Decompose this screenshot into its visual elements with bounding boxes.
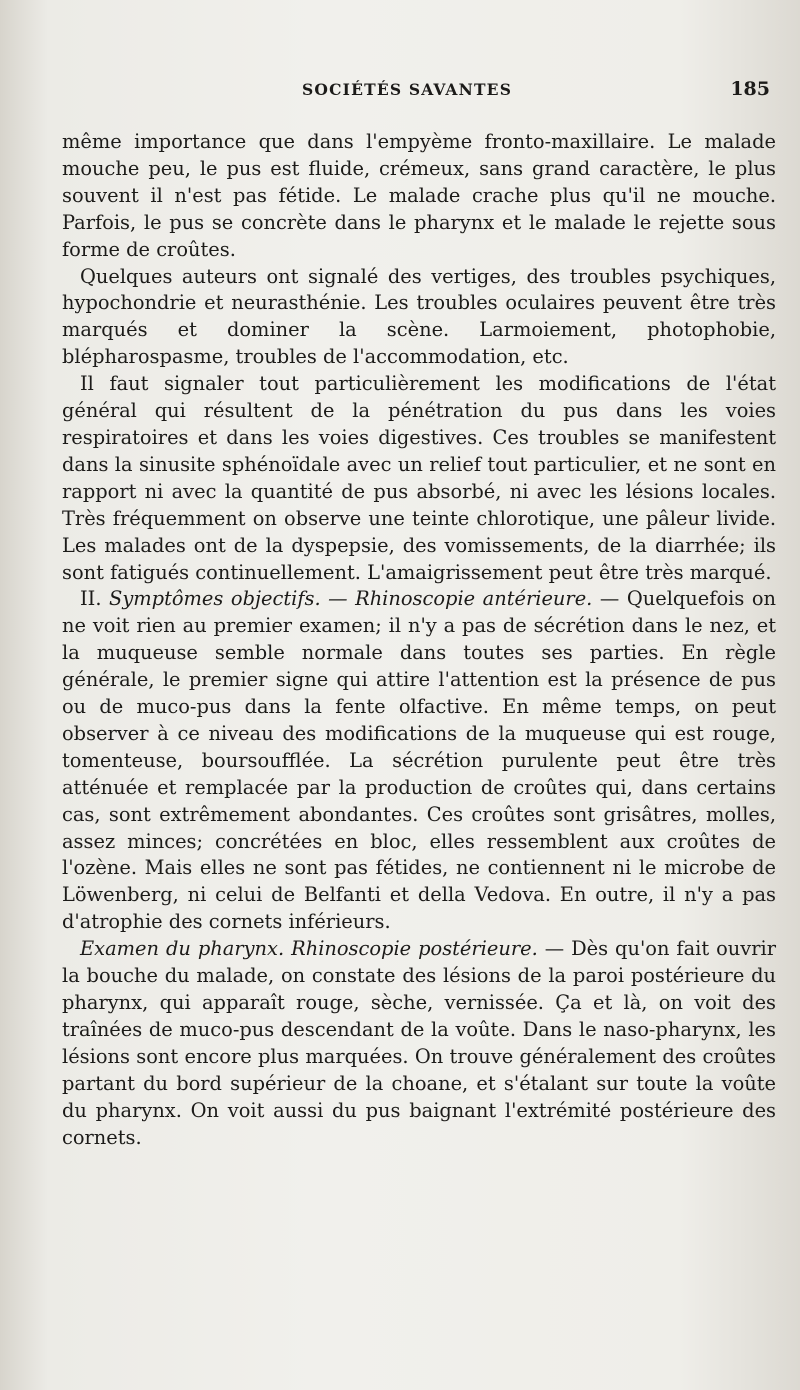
paragraph	[62, 129, 776, 264]
paragraph-text: même importance que dans l'empyème fronto-maxillaire. Le malade mouche peu, le pus est fluide, crémeux, sans grand caractère, le plus souvent il n'est pas fétide. Le malade crache plus qu'il ne mouche. Parfois, le pus se concrète dans le pharynx et le malade le rejette sous forme de croûtes.	[62, 130, 776, 261]
paragraph-text: — Dès qu'on fait ouvrir la bouche du malade, on constate des lésions de la paroi postérieure du pharynx, qui apparaît rouge, sèche, vernissée. Ça et là, on voit des traînées de muco-pus descendant de la voûte. Dans le naso-pharynx, les lésions sont encore plus marquées. On trouve généralement des croûtes partant du bord supérieur de la choane, et s'étalant sur toute la voûte du pharynx. On voit aussi du pus baignant l'extrémité postérieure des cornets.	[62, 937, 776, 1149]
section-heading: Examen du pharynx. Rhinoscopie postérieure.	[80, 937, 538, 961]
paragraph	[62, 264, 776, 372]
body-text	[62, 129, 776, 1151]
paragraph	[62, 586, 776, 936]
section-heading: Symptômes objectifs. — Rhinoscopie antérieure.	[109, 587, 593, 611]
page-header	[60, 74, 770, 114]
running-head: SOCIÉTÉS SAVANTES	[302, 80, 513, 99]
paragraph-text: — Quelquefois on ne voit rien au premier examen; il n'y a pas de sécrétion dans le nez, et la muqueuse semble normale dans toutes ses parties. En règle générale, le premier signe qui attire l'attention est la présence de pus ou de muco-pus dans la fente olfactive. En même temps, on peut observer à ce niveau des modifications de la muqueuse qui est rouge, tomenteuse, boursoufflée. La sécrétion purulente peut être très atténuée et remplacée par la production de croûtes qui, dans certains cas, sont extrêmement abondantes. Ces croûtes sont grisâtres, molles, assez minces; concrétées en bloc, elles ressemblent aux croûtes de l'ozène. Mais elles ne sont pas fétides, ne contiennent ni le microbe de Löwenberg, ni celui de Belfanti et della Vedova. En outre, il n'y a pas d'atrophie des cornets inférieurs.	[62, 587, 776, 934]
page-number: 185	[730, 78, 770, 100]
paragraph-text: Il faut signaler tout particulièrement les modifications de l'état général qui résultent de la pénétration du pus dans les voies respiratoires et dans les voies digestives. Ces troubles se manifestent dans la sinusite sphénoïdale avec un relief tout particulier, et ne sont en rapport ni avec la quantité de pus absorbé, ni avec les lésions locales. Très fréquemment on observe une teinte chlorotique, une pâleur livide. Les malades ont de la dyspepsie, des vomissements, de la diarrhée; ils sont fatigués continuellement. L'amaigrissement peut être très marqué.	[62, 372, 776, 584]
paragraph	[62, 936, 776, 1151]
paragraph	[62, 371, 776, 586]
section-number: II.	[80, 587, 102, 611]
paragraph-text: Quelques auteurs ont signalé des vertiges, des troubles psychiques, hypochondrie et neurasthénie. Les troubles oculaires peuvent être très marqués et dominer la scène. Larmoiement, photophobie, blépharospasme, troubles de l'accommodation, etc.	[62, 264, 776, 369]
